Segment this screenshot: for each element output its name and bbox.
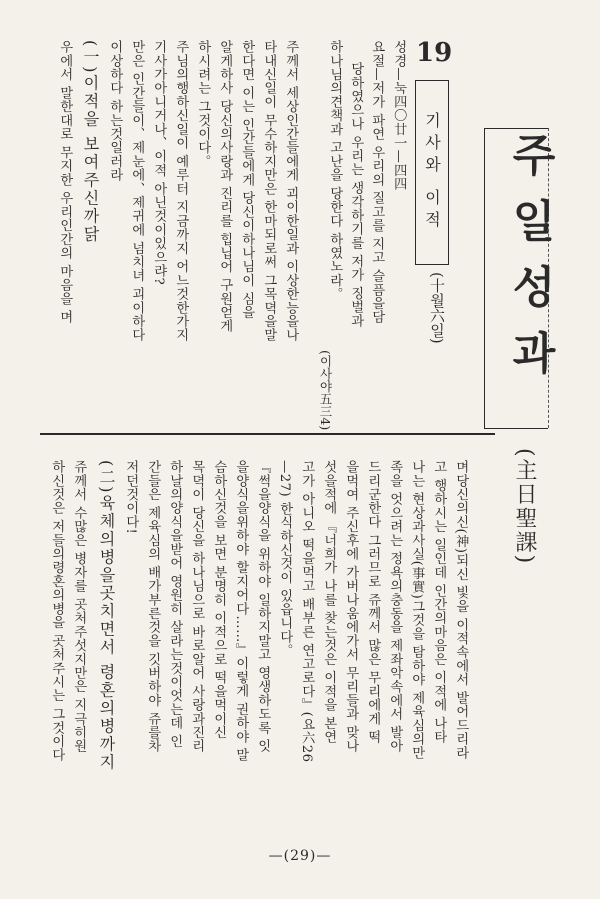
body-column: 『썩을양식을 위하야 일하지말고 영생하도록 잇 (255, 460, 271, 753)
body-column: 며당신의신(神)되신 빛을 이적속에서 발어드리라 (453, 460, 469, 760)
horizontal-divider (40, 433, 495, 435)
lesson-title: 기사와 이적 (415, 80, 449, 265)
body-column: 만은 인간들이、제눈에、제귀에 넘치녀 괴이하다 (129, 40, 145, 342)
body-column: 타내신일이 무수하지만은 한마되로써 그목뎍을말 (261, 40, 277, 342)
memory-verse-line: 요절—저가 파연 우리의 질고를 지고 슬픔을담 (369, 40, 385, 324)
body-column: 저던것이다! (123, 460, 139, 535)
body-column: 드리군한다 그러므로 쥬께서 많은 무리에게 떡 (365, 460, 381, 744)
body-column: 고 행하시는 일인데 인간의마음은 이적에 나타 (431, 460, 447, 744)
body-column: 이상하다 하는것일러라 (107, 40, 123, 182)
body-column: 쥬께서 수많은 병자를 곳처주섯지만은 지극히원 (71, 460, 87, 753)
body-column: 주께서 세상인간들에게 괴이한일과 이상한능을나 (283, 40, 299, 342)
body-column: 슴하신것을 보면 분명히 이적으로 떡을먹이신 (211, 460, 227, 740)
memory-verse-line: 하나님의견책과 고난을 당한다 하였노라。 (327, 40, 343, 301)
page-number: —(29)— (268, 848, 332, 864)
body-column: 하신것은 저들의령혼의병을 곳처주시는 그것이다 (49, 460, 65, 762)
body-column: 하시려는 그것이다。 (195, 40, 211, 168)
series-title: 주일성과 (504, 132, 555, 396)
body-column: 나는 현상과사실(事實)그것을 탐하야 제육심의만 (409, 460, 425, 760)
section-heading: (二)육체의병을곳치면서 령혼의병까지 (97, 460, 116, 772)
body-column: 주님의행하신일이 예루터 지금까지 어느것한가지 (173, 40, 189, 342)
body-column: 고가 아니오 떡을먹고 배부른 연고로다』(요六26 (299, 460, 315, 763)
body-column: 족을 엇으려는 정욕의충동을 제좌악속에서 발아 (387, 460, 403, 753)
body-column: 간들은 제육심의 배가부른것을 깃버하야 쥬를차 (145, 460, 161, 753)
lesson-number: 19 (416, 38, 453, 68)
body-column: 을먹여 주신후에 가버나움에가서 무리들과 맞나 (343, 460, 359, 753)
title-border-left (484, 128, 485, 428)
body-column: 목뎍이 당신을 하나님으로 바로알어 사랑과진리 (189, 460, 205, 753)
body-column: 을양식을위하야 할지어다……』이렇게 권하야 말 (233, 460, 249, 762)
body-column: 한다면 이는 인간들에게 당신이하나님이 심을 (239, 40, 255, 320)
title-border-top (484, 128, 548, 129)
title-border-bottom (484, 428, 548, 429)
series-subtitle: (主日聖課) (512, 448, 537, 566)
body-column: 하날의양식을받어 영원히 살라는것이엇는데 인 (167, 460, 183, 749)
scripture-reference: 성경—눅四〇廿一—四四 (391, 40, 407, 191)
lesson-date: (十월六일) (428, 272, 446, 344)
verse-citation: (이사야五三4) (318, 350, 333, 431)
body-column: 우에서 말한대로 무지한 우리인간의 마음을 며 (57, 40, 73, 324)
body-column: 섯을적에 『너희가 나를 찾는것은 이적을 본연 (321, 460, 337, 744)
body-column: 기사가아니거나、이적 아닌것이있으랴? (151, 40, 167, 286)
memory-verse-line: 당하였으나 우리는 생각하기를 저가 징벌과 (348, 62, 364, 328)
body-column: 알게하사 당신의사랑과 진리를 힙닙어 구원얻게 (217, 40, 233, 333)
body-column: —27) 한식하신것이 있읍니다。 (277, 460, 293, 658)
section-heading: (一)이적을 보여주신까닭 (81, 40, 100, 244)
